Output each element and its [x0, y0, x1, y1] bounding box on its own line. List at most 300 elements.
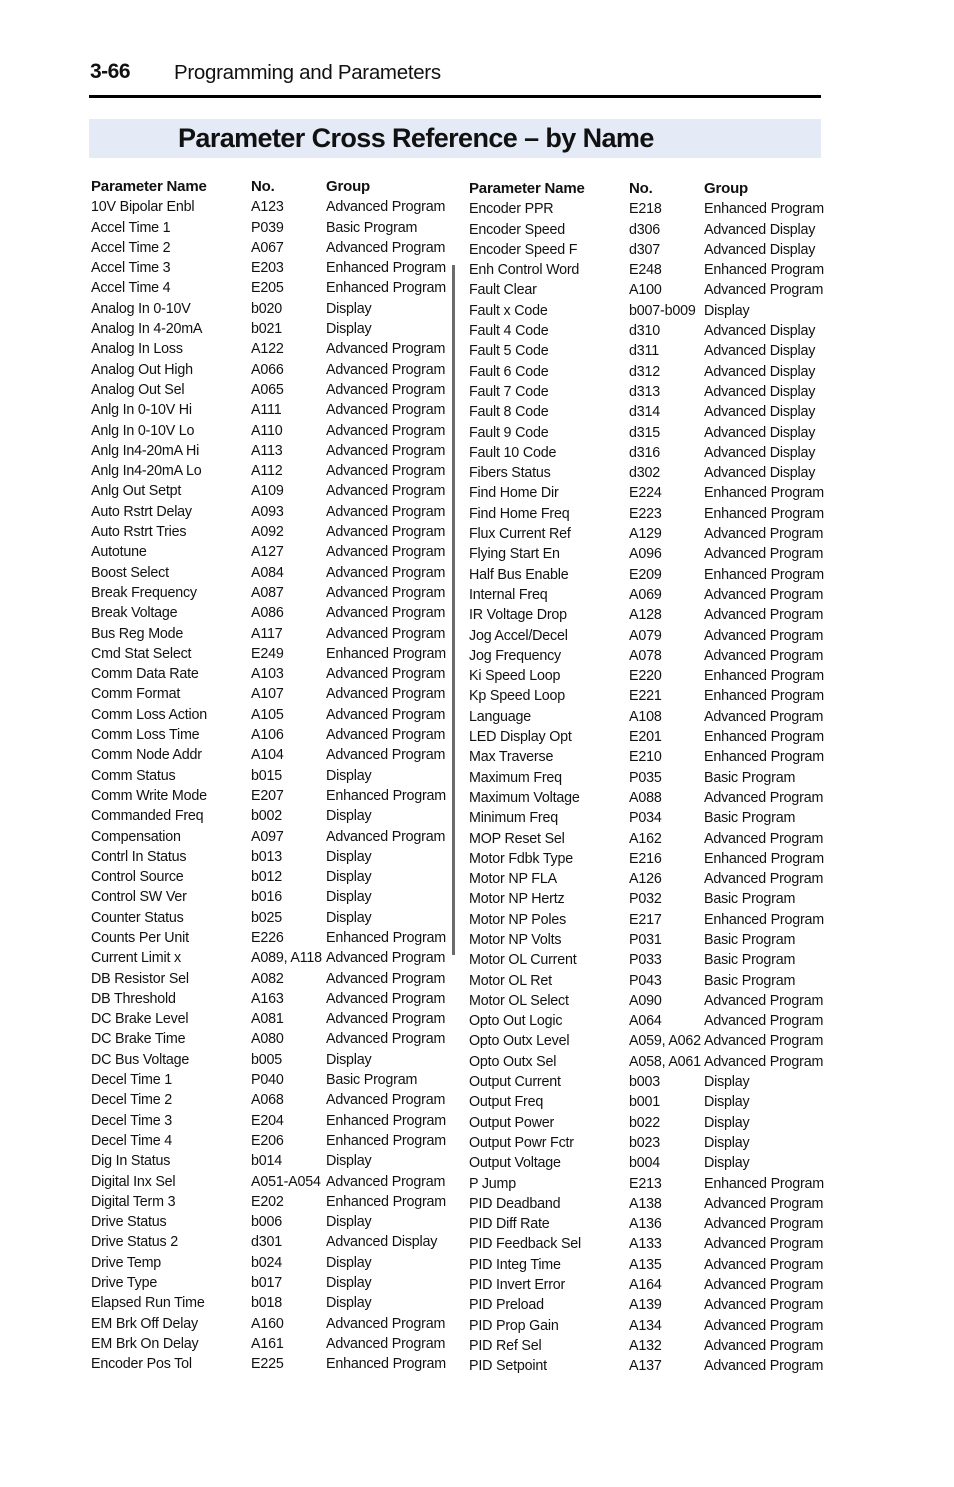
parameter-number-cell: A089, A118 — [251, 950, 322, 967]
parameter-group-cell: Advanced Program — [326, 727, 446, 744]
parameter-number-cell: P035 — [629, 769, 662, 786]
parameter-group-cell: Advanced Program — [326, 524, 446, 541]
table-row — [91, 684, 451, 704]
table-row — [469, 889, 829, 909]
parameter-name-cell: Motor NP FLA — [469, 871, 557, 888]
parameter-name-cell: Internal Freq — [469, 586, 548, 603]
table-row — [469, 686, 829, 706]
parameter-number-cell: b017 — [251, 1275, 283, 1292]
parameter-group-cell: Basic Program — [704, 931, 796, 948]
parameter-group-cell: Advanced Program — [704, 1317, 824, 1334]
table-row — [91, 1232, 451, 1252]
parameter-group-cell: Advanced Program — [704, 1358, 824, 1375]
parameter-number-cell: A134 — [629, 1317, 662, 1334]
parameter-name-cell: Digital Term 3 — [91, 1193, 176, 1210]
parameter-group-cell: Advanced Program — [704, 1013, 824, 1030]
parameter-group-cell: Advanced Program — [704, 992, 824, 1009]
table-row — [91, 563, 451, 583]
parameter-name-cell: Opto Outx Level — [469, 1033, 570, 1050]
parameter-name-cell: Analog Out High — [91, 361, 193, 378]
parameter-group-cell: Advanced Program — [704, 282, 824, 299]
parameter-group-cell: Display — [704, 1114, 750, 1131]
table-row — [469, 362, 829, 382]
table-row — [469, 301, 829, 321]
table-row — [469, 971, 829, 991]
parameter-number-cell: A108 — [629, 708, 662, 725]
parameter-name-cell: Enh Control Word — [469, 262, 580, 279]
parameter-number-cell: A090 — [629, 992, 662, 1009]
parameter-name-cell: Jog Accel/Decel — [469, 627, 568, 644]
parameter-name-cell: PID Integ Time — [469, 1256, 561, 1273]
table-row — [469, 829, 829, 849]
parameter-number-cell: E218 — [629, 201, 662, 218]
parameter-group-cell: Advanced Program — [326, 828, 446, 845]
parameter-number-cell: A136 — [629, 1216, 662, 1233]
parameter-number-cell: E213 — [629, 1175, 662, 1192]
parameter-number-cell: d307 — [629, 241, 661, 258]
table-row — [469, 321, 829, 341]
parameter-name-cell: Break Voltage — [91, 605, 178, 622]
table-row — [91, 1253, 451, 1273]
table-row — [469, 1275, 829, 1295]
parameter-name-cell: Comm Loss Action — [91, 706, 207, 723]
table-row — [91, 827, 451, 847]
parameter-group-cell: Advanced Display — [704, 363, 816, 380]
table-row — [469, 788, 829, 808]
parameter-name-cell: Cmd Stat Select — [91, 645, 192, 662]
left-column-table — [91, 177, 451, 1375]
parameter-name-cell: Comm Write Mode — [91, 787, 207, 804]
parameter-name-cell: Fault x Code — [469, 302, 548, 319]
parameter-name-cell: Contrl In Status — [91, 848, 187, 865]
table-row — [469, 727, 829, 747]
table-row — [91, 786, 451, 806]
parameter-name-cell: Counts Per Unit — [91, 929, 189, 946]
table-row — [469, 1052, 829, 1072]
header-no: No. — [251, 178, 275, 195]
table-row — [91, 928, 451, 948]
parameter-number-cell: A087 — [251, 584, 284, 601]
parameter-number-cell: b005 — [251, 1051, 283, 1068]
table-row — [91, 1293, 451, 1313]
table-row — [469, 341, 829, 361]
parameter-number-cell: A113 — [251, 442, 283, 459]
parameter-name-cell: Accel Time 1 — [91, 219, 171, 236]
parameter-number-cell: b022 — [629, 1114, 661, 1131]
parameter-group-cell: Basic Program — [704, 972, 796, 989]
parameter-name-cell: PID Ref Sel — [469, 1337, 542, 1354]
table-row — [91, 319, 451, 339]
parameter-number-cell: b004 — [629, 1155, 661, 1172]
parameter-name-cell: Fault Clear — [469, 282, 537, 299]
table-row — [91, 1273, 451, 1293]
table-row — [91, 522, 451, 542]
table-row — [91, 197, 451, 217]
parameter-name-cell: Comm Loss Time — [91, 727, 200, 744]
parameter-group-cell: Enhanced Program — [326, 645, 446, 662]
parameter-name-cell: Kp Speed Loop — [469, 688, 565, 705]
parameter-number-cell: A128 — [629, 607, 662, 624]
parameter-group-cell: Advanced Display — [704, 444, 816, 461]
parameter-number-cell: A109 — [251, 483, 284, 500]
table-row — [91, 583, 451, 603]
parameter-name-cell: Analog In Loss — [91, 341, 183, 358]
parameter-group-cell: Advanced Program — [704, 708, 824, 725]
parameter-group-cell: Display — [326, 1295, 372, 1312]
table-row — [91, 400, 451, 420]
parameter-name-cell: Output Voltage — [469, 1155, 561, 1172]
table-row — [469, 544, 829, 564]
parameter-group-cell: Advanced Program — [326, 970, 446, 987]
parameter-group-cell: Display — [326, 300, 372, 317]
parameter-group-cell: Display — [704, 1074, 750, 1091]
parameter-number-cell: E204 — [251, 1112, 284, 1129]
parameter-name-cell: Jog Frequency — [469, 647, 561, 664]
table-row — [469, 1194, 829, 1214]
parameter-number-cell: E217 — [629, 911, 662, 928]
parameter-group-cell: Display — [326, 767, 372, 784]
parameter-number-cell: b006 — [251, 1214, 283, 1231]
parameter-number-cell: A069 — [629, 586, 662, 603]
change-bar — [452, 265, 455, 955]
parameter-group-cell: Advanced Program — [326, 463, 446, 480]
parameter-group-cell: Enhanced Program — [326, 1356, 446, 1373]
parameter-name-cell: Drive Status 2 — [91, 1234, 178, 1251]
parameter-group-cell: Advanced Program — [326, 199, 446, 216]
parameter-name-cell: PID Diff Rate — [469, 1216, 550, 1233]
parameter-group-cell: Advanced Program — [704, 546, 824, 563]
parameter-number-cell: b012 — [251, 869, 283, 886]
parameter-number-cell: E223 — [629, 505, 662, 522]
parameter-number-cell: A162 — [629, 830, 662, 847]
parameter-group-cell: Basic Program — [704, 769, 796, 786]
parameter-group-cell: Advanced Program — [704, 830, 824, 847]
parameter-name-cell: Anlg Out Setpt — [91, 483, 182, 500]
parameter-number-cell: A079 — [629, 627, 662, 644]
header-rule — [89, 95, 821, 98]
table-row — [91, 1050, 451, 1070]
parameter-number-cell: A066 — [251, 361, 284, 378]
parameter-name-cell: Find Home Freq — [469, 505, 570, 522]
parameter-number-cell: A080 — [251, 1031, 284, 1048]
parameter-name-cell: Output Power — [469, 1114, 555, 1131]
parameter-group-cell: Display — [326, 869, 372, 886]
parameter-group-cell: Advanced Program — [326, 666, 446, 683]
table-row — [469, 240, 829, 260]
table-row — [469, 1234, 829, 1254]
parameter-name-cell: Motor NP Hertz — [469, 891, 565, 908]
right-column-table — [469, 179, 829, 1377]
parameter-group-cell: Advanced Program — [326, 605, 446, 622]
parameter-name-cell: Output Powr Fctr — [469, 1134, 574, 1151]
parameter-group-cell: Display — [704, 1155, 750, 1172]
parameter-number-cell: P031 — [629, 931, 662, 948]
parameter-name-cell: PID Deadband — [469, 1195, 561, 1212]
parameter-number-cell: A107 — [251, 686, 284, 703]
parameter-name-cell: Language — [469, 708, 532, 725]
parameter-name-cell: DC Brake Time — [91, 1031, 186, 1048]
parameter-number-cell: b002 — [251, 808, 283, 825]
table-row — [469, 1356, 829, 1376]
parameter-name-cell: Autotune — [91, 544, 147, 561]
parameter-number-cell: A081 — [251, 1011, 284, 1028]
parameter-number-cell: A059, A062 — [629, 1033, 701, 1050]
parameter-name-cell: Accel Time 4 — [91, 280, 171, 297]
parameter-group-cell: Advanced Program — [704, 1195, 824, 1212]
table-row — [91, 969, 451, 989]
page-number: 3-66 — [90, 60, 131, 83]
parameter-number-cell: A097 — [251, 828, 284, 845]
table-row — [91, 380, 451, 400]
table-row — [469, 504, 829, 524]
parameter-group-cell: Advanced Display — [704, 383, 816, 400]
parameter-number-cell: b024 — [251, 1254, 283, 1271]
parameter-name-cell: MOP Reset Sel — [469, 830, 565, 847]
parameter-group-cell: Advanced Program — [326, 503, 446, 520]
parameter-name-cell: Boost Select — [91, 564, 169, 581]
parameter-number-cell: E207 — [251, 787, 284, 804]
table-row — [91, 989, 451, 1009]
table-header-row — [469, 179, 829, 199]
parameter-group-cell: Advanced Program — [326, 402, 446, 419]
parameter-number-cell: A132 — [629, 1337, 662, 1354]
parameter-number-cell: b007-b009 — [629, 302, 696, 319]
parameter-number-cell: A122 — [251, 341, 284, 358]
parameter-name-cell: Digital Inx Sel — [91, 1173, 176, 1190]
parameter-number-cell: E221 — [629, 688, 662, 705]
parameter-name-cell: Decel Time 4 — [91, 1132, 173, 1149]
parameter-group-cell: Enhanced Program — [704, 668, 824, 685]
parameter-number-cell: A111 — [251, 402, 282, 419]
table-row — [91, 745, 451, 765]
parameter-group-cell: Advanced Program — [704, 1216, 824, 1233]
parameter-number-cell: A112 — [251, 463, 283, 480]
parameter-group-cell: Basic Program — [704, 891, 796, 908]
table-row — [91, 725, 451, 745]
parameter-group-cell: Display — [326, 1275, 372, 1292]
parameter-number-cell: d302 — [629, 465, 661, 482]
table-row — [469, 626, 829, 646]
parameter-number-cell: E209 — [629, 566, 662, 583]
parameter-number-cell: d312 — [629, 363, 661, 380]
table-row — [91, 441, 451, 461]
table-row — [91, 238, 451, 258]
table-row — [469, 747, 829, 767]
parameter-number-cell: E249 — [251, 645, 284, 662]
parameter-group-cell: Display — [326, 321, 372, 338]
table-row — [91, 1151, 451, 1171]
table-header-row — [91, 177, 451, 197]
table-row — [469, 382, 829, 402]
parameter-number-cell: b020 — [251, 300, 283, 317]
parameter-name-cell: Minimum Freq — [469, 810, 558, 827]
parameter-number-cell: A088 — [629, 789, 662, 806]
parameter-number-cell: b001 — [629, 1094, 661, 1111]
parameter-group-cell: Advanced Program — [326, 381, 446, 398]
parameter-number-cell: A068 — [251, 1092, 284, 1109]
parameter-number-cell: E203 — [251, 260, 284, 277]
table-row — [469, 1133, 829, 1153]
parameter-number-cell: A163 — [251, 990, 284, 1007]
parameter-group-cell: Enhanced Program — [704, 1175, 824, 1192]
parameter-group-cell: Enhanced Program — [704, 566, 824, 583]
table-row — [469, 849, 829, 869]
parameter-name-cell: Fault 7 Code — [469, 383, 549, 400]
parameter-name-cell: Maximum Freq — [469, 769, 562, 786]
parameter-group-cell: Advanced Program — [704, 526, 824, 543]
parameter-number-cell: A078 — [629, 647, 662, 664]
parameter-name-cell: Bus Reg Mode — [91, 625, 184, 642]
parameter-number-cell: E202 — [251, 1193, 284, 1210]
table-row — [469, 199, 829, 219]
parameter-group-cell: Advanced Program — [326, 990, 446, 1007]
parameter-name-cell: Comm Data Rate — [91, 666, 199, 683]
parameter-number-cell: A137 — [629, 1358, 662, 1375]
parameter-name-cell: Motor OL Current — [469, 952, 577, 969]
table-row — [91, 542, 451, 562]
parameter-number-cell: A058, A061 — [629, 1053, 701, 1070]
parameter-number-cell: A103 — [251, 666, 284, 683]
parameter-group-cell: Enhanced Program — [326, 1193, 446, 1210]
parameter-name-cell: Elapsed Run Time — [91, 1295, 205, 1312]
parameter-name-cell: DC Bus Voltage — [91, 1051, 190, 1068]
parameter-group-cell: Advanced Program — [704, 1033, 824, 1050]
parameter-name-cell: Commanded Freq — [91, 808, 204, 825]
header-parameter-name: Parameter Name — [91, 178, 207, 195]
parameter-group-cell: Display — [326, 1051, 372, 1068]
parameter-group-cell: Enhanced Program — [326, 280, 446, 297]
table-row — [469, 1153, 829, 1173]
parameter-name-cell: PID Setpoint — [469, 1358, 547, 1375]
table-row — [469, 402, 829, 422]
parameter-name-cell: Encoder Speed F — [469, 241, 578, 258]
parameter-name-cell: Dig In Status — [91, 1153, 171, 1170]
parameter-number-cell: d301 — [251, 1234, 283, 1251]
parameter-group-cell: Advanced Program — [326, 422, 446, 439]
parameter-name-cell: Flux Current Ref — [469, 526, 571, 543]
parameter-group-cell: Display — [326, 1153, 372, 1170]
parameter-number-cell: A164 — [629, 1277, 662, 1294]
parameter-number-cell: A067 — [251, 239, 284, 256]
table-row — [91, 624, 451, 644]
parameter-group-cell: Advanced Display — [704, 343, 816, 360]
section-title: Programming and Parameters — [174, 61, 441, 84]
parameter-group-cell: Enhanced Program — [704, 749, 824, 766]
parameter-number-cell: E220 — [629, 668, 662, 685]
parameter-number-cell: A096 — [629, 546, 662, 563]
table-row — [469, 280, 829, 300]
parameter-number-cell: b025 — [251, 909, 283, 926]
parameter-group-cell: Advanced Program — [326, 1335, 446, 1352]
table-row — [91, 1029, 451, 1049]
table-row — [469, 463, 829, 483]
table-row — [469, 910, 829, 930]
parameter-name-cell: IR Voltage Drop — [469, 607, 567, 624]
parameter-name-cell: Current Limit x — [91, 950, 181, 967]
parameter-group-cell: Advanced Program — [704, 607, 824, 624]
table-row — [91, 867, 451, 887]
parameter-name-cell: 10V Bipolar Enbl — [91, 199, 195, 216]
parameter-group-cell: Basic Program — [326, 1072, 418, 1089]
table-row — [469, 565, 829, 585]
parameter-name-cell: Counter Status — [91, 909, 184, 926]
table-row — [91, 948, 451, 968]
parameter-number-cell: A064 — [629, 1013, 662, 1030]
parameter-group-cell: Advanced Program — [326, 584, 446, 601]
table-row — [91, 1070, 451, 1090]
parameter-number-cell: A161 — [251, 1335, 284, 1352]
parameter-number-cell: A082 — [251, 970, 284, 987]
parameter-name-cell: Maximum Voltage — [469, 789, 580, 806]
parameter-number-cell: b018 — [251, 1295, 283, 1312]
parameter-name-cell: Opto Out Logic — [469, 1013, 563, 1030]
parameter-name-cell: Decel Time 1 — [91, 1072, 173, 1089]
parameter-group-cell: Advanced Program — [704, 1236, 824, 1253]
table-row — [469, 1316, 829, 1336]
parameter-group-cell: Basic Program — [326, 219, 418, 236]
parameter-number-cell: d315 — [629, 424, 661, 441]
parameter-name-cell: Decel Time 2 — [91, 1092, 173, 1109]
parameter-number-cell: A093 — [251, 503, 284, 520]
parameter-group-cell: Advanced Program — [326, 1031, 446, 1048]
parameter-name-cell: Accel Time 2 — [91, 239, 171, 256]
parameter-number-cell: A106 — [251, 727, 284, 744]
parameter-group-cell: Enhanced Program — [704, 729, 824, 746]
parameter-group-cell: Advanced Program — [704, 647, 824, 664]
parameter-number-cell: A126 — [629, 871, 662, 888]
parameter-name-cell: EM Brk On Delay — [91, 1335, 199, 1352]
parameter-name-cell: Break Frequency — [91, 584, 197, 601]
table-row — [91, 705, 451, 725]
header-group: Group — [326, 178, 370, 195]
parameter-group-cell: Advanced Program — [326, 1173, 446, 1190]
table-row — [469, 1174, 829, 1194]
parameter-group-cell: Advanced Display — [704, 323, 816, 340]
parameter-group-cell: Display — [326, 808, 372, 825]
parameter-group-cell: Advanced Program — [704, 1053, 824, 1070]
parameter-name-cell: PID Feedback Sel — [469, 1236, 582, 1253]
table-row — [91, 1192, 451, 1212]
parameter-name-cell: Max Traverse — [469, 749, 554, 766]
parameter-name-cell: Anlg In 0-10V Hi — [91, 402, 192, 419]
table-row — [469, 524, 829, 544]
parameter-number-cell: d306 — [629, 221, 661, 238]
parameter-name-cell: Anlg In4-20mA Hi — [91, 442, 200, 459]
parameter-name-cell: Find Home Dir — [469, 485, 559, 502]
header-parameter-name: Parameter Name — [469, 180, 585, 197]
parameter-group-cell: Enhanced Program — [704, 688, 824, 705]
parameter-name-cell: Accel Time 3 — [91, 260, 171, 277]
parameter-name-cell: DB Threshold — [91, 990, 176, 1007]
table-row — [469, 483, 829, 503]
parameter-group-cell: Advanced Program — [326, 341, 446, 358]
parameter-group-cell: Advanced Program — [326, 950, 446, 967]
table-row — [91, 806, 451, 826]
parameter-name-cell: Fault 8 Code — [469, 404, 549, 421]
parameter-number-cell: A117 — [251, 625, 283, 642]
parameter-group-cell: Basic Program — [704, 952, 796, 969]
table-row — [469, 950, 829, 970]
parameter-number-cell: E216 — [629, 850, 662, 867]
parameter-number-cell: E225 — [251, 1356, 284, 1373]
table-row — [469, 869, 829, 889]
parameter-name-cell: Motor OL Ret — [469, 972, 552, 989]
parameter-number-cell: A133 — [629, 1236, 662, 1253]
table-row — [91, 644, 451, 664]
parameter-name-cell: Fault 9 Code — [469, 424, 549, 441]
table-row — [91, 218, 451, 238]
parameter-number-cell: A086 — [251, 605, 284, 622]
